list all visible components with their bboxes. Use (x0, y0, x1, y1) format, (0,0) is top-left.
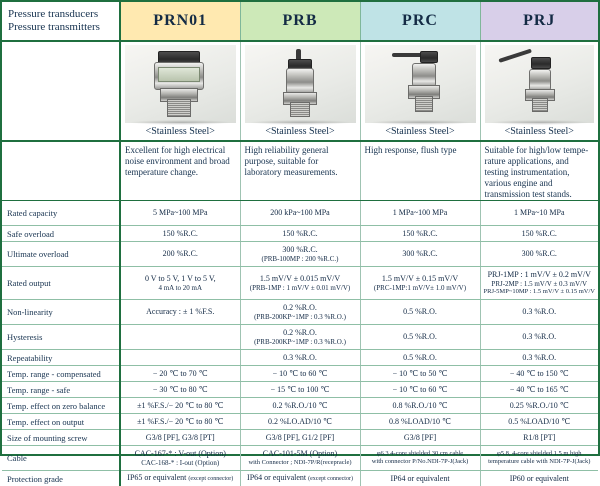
cell-ultimate-overload-prj: 300 %R.C. (480, 242, 598, 267)
row-label-repeatability: Repeatability (2, 350, 120, 366)
cell-text: 1.5 mV/V ± 0.15 mV/V (382, 274, 458, 283)
cell-subtext: (PRB-1MP : 1 mV/V ± 0.01 mV/V) (243, 284, 358, 293)
cell-tinytext: (except connector) (308, 476, 353, 482)
cell-text: φ5.8, 4-core shielded 1.5 m high (483, 450, 597, 458)
cell-protection-grade-prc: IP64 or equivalent (360, 471, 480, 486)
table-row (2, 267, 598, 300)
row-label-temp-effect-zero-balance: Temp. effect on zero balance (2, 398, 120, 414)
row-label-non-linearity: Non-linearity (2, 300, 120, 325)
product-image-prj (491, 49, 587, 127)
cell-text: φ6.3 4-core shielded 30 cm cable (363, 450, 478, 458)
cell-rated-capacity-prj: 1 MPa~10 MPa (480, 201, 598, 226)
cell-subtext: temperature cable with NDI-7P-J(Jack) (483, 458, 597, 466)
cell-safe-overload-prn01: 150 %R.C. (120, 226, 240, 242)
photo-cell-prj (480, 41, 598, 141)
table-row (2, 242, 598, 267)
cell-subtext: (PRB-100MP : 200 %R.C.) (243, 255, 358, 264)
cell-text: PRJ-1MP : 1 mV/V ± 0.2 mV/V (488, 270, 591, 279)
cell-protection-grade-prb (240, 471, 360, 486)
cell-tinytext: (except connector) (188, 476, 233, 482)
cell-temp-range-compensated-prc: − 10 ℃ to 50 ℃ (360, 366, 480, 382)
description-spacer-cell (2, 141, 120, 201)
description-prc: High response, flush type (360, 141, 480, 201)
cell-mounting-screw-size-prc: G3/8 [PF] (360, 430, 480, 446)
cell-subtext: 4 mA to 20 mA (123, 284, 238, 293)
cell-text: IP64 or equivalent (247, 473, 306, 482)
cell-non-linearity-prc: 0.5 %R.O. (360, 300, 480, 325)
cell-ultimate-overload-prb (240, 242, 360, 267)
cell-hysteresis-prb (240, 325, 360, 350)
row-label-temp-range-safe: Temp. range - safe (2, 382, 120, 398)
cell-non-linearity-prb (240, 300, 360, 325)
cell-mounting-screw-size-prb: G3/8 [PF], G1/2 [PF] (240, 430, 360, 446)
cell-subtext: with Connector ; NDI-7P/R(recepracle) (243, 459, 358, 467)
cell-text: 0.2 %R.O. (283, 328, 317, 337)
row-label-ultimate-overload: Ultimate overload (2, 242, 120, 267)
cell-safe-overload-prb: 150 %R.C. (240, 226, 360, 242)
sheet-title-line1: Pressure transducers (8, 8, 119, 21)
cell-temp-range-compensated-prn01: − 20 ℃ to 70 ℃ (120, 366, 240, 382)
table-header-row (2, 2, 598, 41)
table-row (2, 366, 598, 382)
table-row (2, 350, 598, 366)
model-header-prc: PRC (360, 2, 480, 41)
cell-protection-grade-prj: IP60 or equivalent (480, 471, 598, 486)
product-image-prb (252, 49, 348, 127)
cell-hysteresis-prc: 0.5 %R.O. (360, 325, 480, 350)
photo-caption-prc: <Stainless Steel> (361, 126, 480, 137)
cell-cable-prc (360, 446, 480, 471)
cell-tinytext: PRJ-5MP~10MP : 1.5 mV/V ± 0.15 mV/V (483, 288, 597, 296)
cell-temp-effect-zero-balance-prc: 0.8 %R.O./10 ℃ (360, 398, 480, 414)
cell-mounting-screw-size-prj: R1/8 [PT] (480, 430, 598, 446)
cell-subtext: CAC-168-* : I-out (Option) (123, 459, 238, 468)
cell-cable-prj (480, 446, 598, 471)
cell-text: 300 %R.C. (282, 245, 317, 254)
photo-cell-prc (360, 41, 480, 141)
cell-safe-overload-prc: 150 %R.C. (360, 226, 480, 242)
cell-ultimate-overload-prc: 300 %R.C. (360, 242, 480, 267)
description-prb: High reliability general purpose, suitable for laboratory measurements. (240, 141, 360, 201)
table-row (2, 226, 598, 242)
cell-temp-effect-output-prn01: ±1 %F.S./− 20 ℃ to 80 ℃ (120, 414, 240, 430)
cell-temp-range-safe-prc: − 10 ℃ to 60 ℃ (360, 382, 480, 398)
cell-temp-range-compensated-prb: − 10 ℃ to 60 ℃ (240, 366, 360, 382)
cell-rated-output-prj (480, 267, 598, 300)
row-label-rated-output: Rated output (2, 267, 120, 300)
cell-text: 0.2 %R.O. (283, 303, 317, 312)
table-row (2, 325, 598, 350)
cell-temp-effect-zero-balance-prj: 0.25 %R.O./10 ℃ (480, 398, 598, 414)
description-prj: Suitable for high/low tempe-rature applications, and testing instrumentation, various engine and transmission test stands. (480, 141, 598, 201)
photo-cell-prb (240, 41, 360, 141)
cell-mounting-screw-size-prn01: G3/8 [PF], G3/8 [PT] (120, 430, 240, 446)
cell-ultimate-overload-prn01: 200 %R.C. (120, 242, 240, 267)
cell-safe-overload-prj: 150 %R.C. (480, 226, 598, 242)
cell-repeatability-prn01 (120, 350, 240, 366)
sheet-title (2, 2, 120, 41)
photo-spacer-cell (2, 41, 120, 141)
product-photo-row (2, 41, 598, 141)
description-row (2, 141, 598, 201)
cell-repeatability-prb: 0.3 %R.O. (240, 350, 360, 366)
table-row (2, 201, 598, 226)
cell-text: 1.5 mV/V ± 0.015 mV/V (260, 274, 340, 283)
cell-text: IP65 or equivalent (127, 473, 186, 482)
cell-repeatability-prc: 0.5 %R.O. (360, 350, 480, 366)
table-row (2, 446, 598, 471)
cell-temp-range-safe-prj: − 40 ℃ to 165 ℃ (480, 382, 598, 398)
cell-hysteresis-prj: 0.3 %R.O. (480, 325, 598, 350)
table-row (2, 382, 598, 398)
cell-temp-effect-output-prc: 0.8 %LOAD/10 ℃ (360, 414, 480, 430)
cell-subtext: (PRB-200KP~1MP : 0.3 %R.O.) (243, 338, 358, 347)
cell-hysteresis-prn01 (120, 325, 240, 350)
cell-non-linearity-prn01: Accuracy : ± 1 %F.S. (120, 300, 240, 325)
cell-repeatability-prj: 0.3 %R.O. (480, 350, 598, 366)
photo-caption-prj: <Stainless Steel> (481, 126, 599, 137)
cell-temp-effect-zero-balance-prb: 0.2 %R.O./10 ℃ (240, 398, 360, 414)
cell-temp-effect-output-prb: 0.2 %LO.AD/10 ℃ (240, 414, 360, 430)
product-image-prc (372, 49, 468, 127)
model-header-prn01: PRN01 (120, 2, 240, 41)
cell-rated-output-prb (240, 267, 360, 300)
description-prn01: Excellent for high electrical noise environment and broad temperature change. (120, 141, 240, 201)
cell-text: CAC-101-5M (Option) (263, 449, 337, 458)
model-header-prj: PRJ (480, 2, 598, 41)
cell-subtext: with connector P/No.NDI-7P-J(Jack) (363, 458, 478, 466)
cell-rated-capacity-prb: 200 kPa~100 MPa (240, 201, 360, 226)
cell-rated-capacity-prn01: 5 MPa~100 MPa (120, 201, 240, 226)
row-label-protection-grade: Protection grade (2, 471, 120, 486)
product-image-prn01 (132, 49, 228, 127)
cell-temp-range-safe-prb: − 15 ℃ to 100 ℃ (240, 382, 360, 398)
specification-table (2, 2, 598, 486)
table-row (2, 414, 598, 430)
photo-caption-prb: <Stainless Steel> (241, 126, 360, 137)
cell-protection-grade-prn01 (120, 471, 240, 486)
cell-temp-effect-zero-balance-prn01: ±1 %F.S./− 20 ℃ to 80 ℃ (120, 398, 240, 414)
photo-caption-prn01: <Stainless Steel> (121, 126, 240, 137)
model-header-prb: PRB (240, 2, 360, 41)
cell-temp-range-compensated-prj: − 40 ℃ to 150 ℃ (480, 366, 598, 382)
cell-subtext: (PRB-200KP~1MP : 0.3 %R.O.) (243, 313, 358, 322)
cell-rated-capacity-prc: 1 MPa~100 MPa (360, 201, 480, 226)
table-row (2, 430, 598, 446)
cell-subtext: (PRC-1MP:1 mV/V± 1.0 mV/V) (363, 284, 478, 293)
cell-temp-range-safe-prn01: − 30 ℃ to 80 ℃ (120, 382, 240, 398)
table-row (2, 300, 598, 325)
row-label-temp-range-compensated: Temp. range - compensated (2, 366, 120, 382)
row-label-temp-effect-output: Temp. effect on output (2, 414, 120, 430)
cell-non-linearity-prj: 0.3 %R.O. (480, 300, 598, 325)
row-label-rated-capacity: Rated capacity (2, 201, 120, 226)
row-label-hysteresis: Hysteresis (2, 325, 120, 350)
cell-cable-prb (240, 446, 360, 471)
cell-rated-output-prc (360, 267, 480, 300)
table-row (2, 398, 598, 414)
cell-cable-prn01 (120, 446, 240, 471)
sheet-title-line2: Pressure transmitters (8, 21, 119, 34)
cell-temp-effect-output-prj: 0.5 %LOAD/10 ℃ (480, 414, 598, 430)
cell-rated-output-prn01 (120, 267, 240, 300)
table-row (2, 471, 598, 486)
cell-subtext: PRJ-2MP : 1.5 mV/V ± 0.3 mV/V (483, 280, 597, 289)
cell-text: 0 V to 5 V, 1 V to 5 V, (145, 274, 216, 283)
photo-cell-prn01 (120, 41, 240, 141)
row-label-cable: Cable (2, 446, 120, 471)
cell-text: CAC-167-* : V-out (Option) (135, 449, 226, 458)
row-label-mounting-screw-size: Size of mounting screw (2, 430, 120, 446)
row-label-safe-overload: Safe overload (2, 226, 120, 242)
